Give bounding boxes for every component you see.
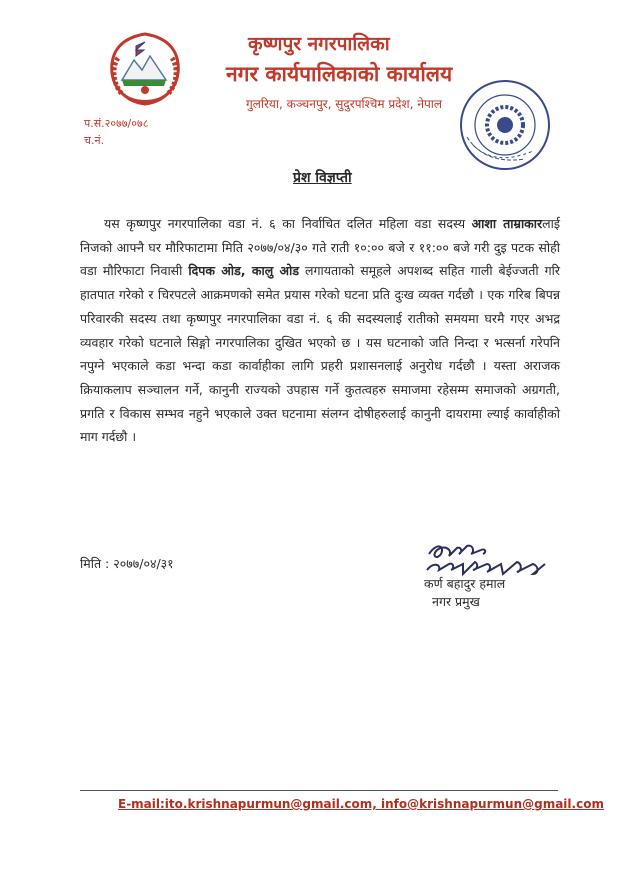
signatory-designation: नगर प्रमुख (432, 594, 480, 609)
signatory-name: कर्ण बहादुर हमाल (424, 576, 506, 591)
body-text-1: यस कृष्णपुर नगरपालिका वडा नं. ६ का निर्वाचित दलित महिला वडा सदस्य (104, 216, 472, 231)
notice-title: प्रेश विज्ञप्ती (293, 170, 352, 186)
issue-date: मिति : २०७७/०४/३१ (80, 556, 174, 571)
office-address: गुलरिया, कञ्चनपुर, सुदुरपश्चिम प्रदेश, नेपाल (246, 97, 443, 111)
body-text-3: लगायताको समूहले अपशब्द सहित गाली बेईज्जती गरि हातपात गरेको र चिरपटले आक्रमणको समेत प्रयास गरेको घटना प्रति दुःख व्यक्त गर्दछौ । एक गरिब बिपन्न परिवारकी सदस्य तथा कृष्णपुर नगरपालिका वडा नं. ६ की सदस्यलाई रातीको समयमा घरमै गएर अभद्र व्यवहार गरेको घटनाले सिङ्गो नगरपालिका दुखित भएको छ । यस घटनाको जति निन्दा र भत्सर्ना गरेपनि नपुग्ने भएकाले कडा भन्दा कडा कार्वाहीका लागि प्रहरी प्रशासनलाई अनुरोध गर्दछौ । यस्ता अराजक क्रियाकलाप सञ्चालन गर्ने, कानुनी राज्यको उपहास गर्ने कुतत्वहरु समाजमा रहेसम्म समाजको अग्रगती, प्रगति र विकास सम्भव नहुने भएकाले उक्त घटनामा संलग्न दोषीहरुलाई कानुनी दायरामा ल्याई कार्वाहीको माग गर्दछौ । (80, 263, 560, 445)
handwritten-signature (423, 540, 555, 580)
notice-body (80, 212, 560, 449)
footer-divider (80, 790, 558, 791)
victim-name: आशा ताम्राकार (471, 216, 543, 231)
official-seal-stamp (455, 75, 555, 175)
accused-names: दिपक ओड, कालु ओड (188, 263, 300, 279)
footer-email-link[interactable]: E-mail:ito.krishnapurmun@gmail.com, info@krishnapurmun@gmail.com (118, 797, 604, 811)
government-emblem-logo (100, 28, 190, 110)
dispatch-number: च.नं. (84, 134, 105, 147)
office-name: नगर कार्यपालिकाको कार्यालय (226, 62, 453, 86)
reference-number: प.सं.२०७७/०७८ (84, 117, 149, 130)
body-text-2: लाई निजको आफ्नै घर मौरिफाटामा मिति २०७७/०४/३० गते राती १०:०० बजे र ११:०० बजे गरी दुइ पटक सोही वडा मौरिफाटा निवासी (80, 216, 560, 279)
municipality-name: कृष्णपुर नगरपालिका (248, 33, 390, 55)
